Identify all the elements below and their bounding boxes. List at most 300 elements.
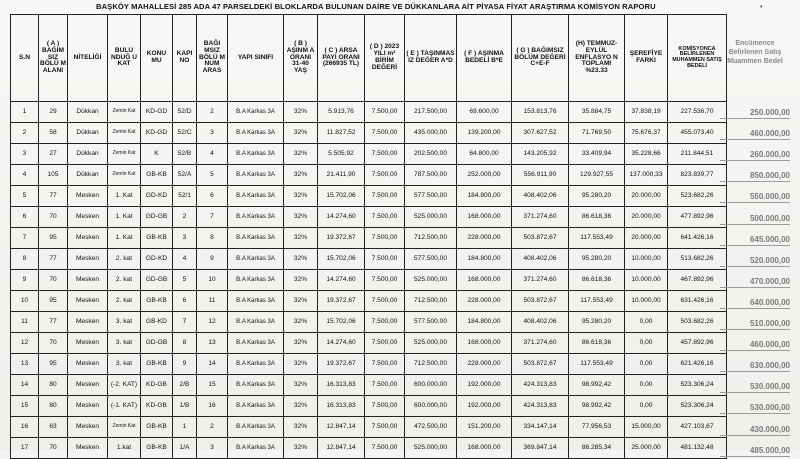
cell-enflasyon: 129.927,55 — [569, 165, 625, 186]
cell-asinma-bedeli: 184.800,00 — [457, 249, 512, 270]
cell-asinma: 32% — [284, 396, 318, 417]
cell-bb-degeri: 503.872,67 — [512, 228, 569, 249]
column-header: KONU MU — [141, 15, 173, 102]
cell-bb-degeri: 503.872,67 — [512, 354, 569, 375]
cell-alan: 29 — [39, 102, 68, 123]
cell-bbno: 12 — [197, 312, 228, 333]
cell-tasinmaz: 525.000,00 — [405, 207, 457, 228]
cell-asinma-bedeli: 168.000,00 — [457, 207, 512, 228]
table-row — [11, 249, 727, 270]
cell-konum: KD-GD — [141, 102, 173, 123]
column-header: ( C ) ARSA PAYI ORANI (266935 TL) — [318, 15, 365, 102]
cell-yapi: B.A Karkas 3A — [228, 438, 284, 459]
cell-serefiye: 75.676,37 — [625, 123, 668, 144]
cell-alan: 58 — [39, 123, 68, 144]
cell-sn: 12 — [11, 333, 39, 354]
cell-yapi: B.A Karkas 3A — [228, 312, 284, 333]
cell-sn: 8 — [11, 249, 39, 270]
cell-serefiye: 137.000,33 — [625, 165, 668, 186]
cell-birim: 7.500,00 — [365, 333, 405, 354]
cell-arsa: 16.313,83 — [318, 396, 365, 417]
cell-muhammen: 427.103,67 — [668, 417, 727, 438]
cell-nitelik: Mesken — [68, 417, 108, 438]
cell-tasinmaz: 525.000,00 — [405, 438, 457, 459]
cell-serefiye: 35.228,66 — [625, 144, 668, 165]
cell-konum: GB-KB — [141, 417, 173, 438]
cell-kat: 1. Kat — [108, 228, 141, 249]
cell-arsa: 15.702,06 — [318, 186, 365, 207]
cell-alan: 70 — [39, 438, 68, 459]
table-row — [11, 333, 727, 354]
cell-bb-degeri: 556.911,90 — [512, 165, 569, 186]
cell-asinma-bedeli: 168.000,00 — [457, 270, 512, 291]
cell-birim: 7.500,00 — [365, 354, 405, 375]
cell-asinma: 32% — [284, 228, 318, 249]
cell-sn: 10 — [11, 291, 39, 312]
table-row — [11, 186, 727, 207]
cell-enflasyon: 33.409,94 — [569, 144, 625, 165]
cell-birim: 7.500,00 — [365, 270, 405, 291]
cell-asinma: 32% — [284, 333, 318, 354]
cell-alan: 70 — [39, 333, 68, 354]
cell-serefiye: 25.000,00 — [625, 438, 668, 459]
table-row — [11, 207, 727, 228]
cell-kat: 2. kat — [108, 249, 141, 270]
corner-mark: • — [760, 4, 763, 11]
cell-bbno: 2 — [197, 102, 228, 123]
cell-birim: 7.500,00 — [365, 123, 405, 144]
cell-arsa: 19.372,67 — [318, 291, 365, 312]
cell-yapi: B.A Karkas 3A — [228, 396, 284, 417]
cell-sn: 5 — [11, 186, 39, 207]
cell-sn: 2 — [11, 123, 39, 144]
cell-asinma: 32% — [284, 249, 318, 270]
cell-alan: 95 — [39, 291, 68, 312]
cell-asinma: 32% — [284, 312, 318, 333]
cell-asinma: 32% — [284, 270, 318, 291]
cell-muhammen: 523.682,26 — [668, 186, 727, 207]
cell-enflasyon: 86.618,36 — [569, 270, 625, 291]
cell-konum: GB-KD — [141, 312, 173, 333]
cell-serefiye: 0,00 — [625, 312, 668, 333]
cell-nitelik: Mesken — [68, 438, 108, 459]
cell-yapi: B.A Karkas 3A — [228, 249, 284, 270]
cell-bbno: 2 — [197, 417, 228, 438]
council-price-value: 260.000,00 — [720, 150, 790, 161]
council-price-value: 460.000,00 — [720, 340, 790, 351]
cell-asinma-bedeli: 184.800,00 — [457, 312, 512, 333]
column-header: ( D ) 2023 YILI m² BİRİM DEĞERİ — [365, 15, 405, 102]
cell-yapi: B.A Karkas 3A — [228, 228, 284, 249]
cell-kapi: 1/A — [173, 438, 197, 459]
cell-asinma: 32% — [284, 354, 318, 375]
cell-serefiye: 10.000,00 — [625, 270, 668, 291]
cell-konum: KD-GB — [141, 396, 173, 417]
cell-bb-degeri: 424.313,83 — [512, 396, 569, 417]
cell-kat: Zemin Kat — [108, 102, 141, 123]
cell-enflasyon: 35.884,75 — [569, 102, 625, 123]
cell-konum: GB-KB — [141, 354, 173, 375]
column-header: S.N — [11, 15, 39, 102]
cell-tasinmaz: 712.500,00 — [405, 354, 457, 375]
cell-asinma-bedeli: 228.000,00 — [457, 291, 512, 312]
cell-asinma-bedeli: 228.000,00 — [457, 354, 512, 375]
cell-asinma: 32% — [284, 165, 318, 186]
cell-muhammen: 523.306,24 — [668, 396, 727, 417]
cell-sn: 17 — [11, 438, 39, 459]
cell-kat: 3. kat — [108, 333, 141, 354]
cell-birim: 7.500,00 — [365, 228, 405, 249]
cell-arsa: 14.274,60 — [318, 333, 365, 354]
table-row — [11, 417, 727, 438]
council-price-value: 550.000,00 — [720, 192, 790, 203]
cell-nitelik: Dükkan — [68, 123, 108, 144]
cell-arsa: 14.274,60 — [318, 207, 365, 228]
cell-asinma-bedeli: 69.600,00 — [457, 102, 512, 123]
cell-yapi: B.A Karkas 3A — [228, 270, 284, 291]
cell-nitelik: Mesken — [68, 375, 108, 396]
cell-bb-degeri: 307.627,52 — [512, 123, 569, 144]
cell-kapi: 6 — [173, 291, 197, 312]
cell-kapi: 1/B — [173, 396, 197, 417]
cell-birim: 7.500,00 — [365, 312, 405, 333]
cell-muhammen: 523.306,24 — [668, 375, 727, 396]
cell-sn: 4 — [11, 165, 39, 186]
cell-asinma: 32% — [284, 417, 318, 438]
cell-kapi: 52/A — [173, 165, 197, 186]
cell-muhammen: 481.132,48 — [668, 438, 727, 459]
cell-enflasyon: 98.992,42 — [569, 375, 625, 396]
council-price-value: 520.000,00 — [720, 256, 790, 267]
cell-konum: GB-KB — [141, 438, 173, 459]
table-row — [11, 102, 727, 123]
cell-asinma-bedeli: 139.200,00 — [457, 123, 512, 144]
cell-yapi: B.A Karkas 3A — [228, 144, 284, 165]
cell-konum: K — [141, 144, 173, 165]
cell-enflasyon: 86.618,36 — [569, 333, 625, 354]
cell-sn: 1 — [11, 102, 39, 123]
page-title: BAŞKÖY MAHALLESİ 285 ADA 47 PARSELDEKİ BLOKLARDA BULUNAN DAİRE VE DÜKKANLARA AİT PİYASA FİYAT ARAŞTIRMA KOMİSYON RAPORU — [96, 2, 656, 11]
table-body — [11, 102, 727, 459]
cell-alan: 80 — [39, 375, 68, 396]
cell-sn: 14 — [11, 375, 39, 396]
cell-muhammen: 227.536,70 — [668, 102, 727, 123]
table-row — [11, 270, 727, 291]
column-header: ( B ) AŞINM A ORANI 31-40 YAŞ — [284, 15, 318, 102]
cell-asinma-bedeli: 168.000,00 — [457, 438, 512, 459]
cell-arsa: 15.702,06 — [318, 249, 365, 270]
cell-nitelik: Mesken — [68, 312, 108, 333]
cell-serefiye: 0,00 — [625, 333, 668, 354]
cell-alan: 70 — [39, 207, 68, 228]
table-row — [11, 438, 727, 459]
council-price-value: 530.000,00 — [720, 382, 790, 393]
cell-enflasyon: 117.553,49 — [569, 354, 625, 375]
cell-sn: 11 — [11, 312, 39, 333]
cell-enflasyon: 71.769,50 — [569, 123, 625, 144]
column-header: ŞEREFİYE FARKI — [625, 15, 668, 102]
cell-arsa: 19.372,67 — [318, 228, 365, 249]
cell-kapi: 52/C — [173, 123, 197, 144]
cell-alan: 70 — [39, 270, 68, 291]
cell-asinma-bedeli: 168.000,00 — [457, 333, 512, 354]
cell-arsa: 5.505,92 — [318, 144, 365, 165]
cell-konum: GD-GB — [141, 207, 173, 228]
cell-birim: 7.500,00 — [365, 207, 405, 228]
cell-bbno: 11 — [197, 291, 228, 312]
cell-muhammen: 641.426,16 — [668, 228, 727, 249]
cell-asinma-bedeli: 151.200,00 — [457, 417, 512, 438]
cell-kat: 1.kat — [108, 438, 141, 459]
cell-sn: 15 — [11, 396, 39, 417]
cell-sn: 6 — [11, 207, 39, 228]
cell-sn: 3 — [11, 144, 39, 165]
cell-konum: GB-KB — [141, 165, 173, 186]
column-header: ( G ) BAĞIMSIZ BÖLÜM DEĞERİ C+E-F — [512, 15, 569, 102]
council-price-value: 530.000,00 — [720, 403, 790, 414]
cell-sn: 16 — [11, 417, 39, 438]
cell-bbno: 13 — [197, 333, 228, 354]
cell-konum: GD-KD — [141, 186, 173, 207]
cell-bb-degeri: 408.402,06 — [512, 186, 569, 207]
cell-kapi: 2 — [173, 207, 197, 228]
cell-kat: 3. kat — [108, 354, 141, 375]
cell-tasinmaz: 577.500,00 — [405, 312, 457, 333]
cell-asinma: 32% — [284, 102, 318, 123]
cell-bbno: 8 — [197, 228, 228, 249]
cell-birim: 7.500,00 — [365, 291, 405, 312]
cell-asinma: 32% — [284, 144, 318, 165]
cell-bbno: 14 — [197, 354, 228, 375]
cell-alan: 77 — [39, 186, 68, 207]
cell-asinma: 32% — [284, 123, 318, 144]
council-price-value: 485.000,00 — [720, 446, 790, 457]
council-price-value: 250.000,00 — [720, 108, 790, 119]
cell-asinma: 32% — [284, 207, 318, 228]
cell-kapi: 2/B — [173, 375, 197, 396]
cell-konum: KD-GB — [141, 375, 173, 396]
cell-sn: 9 — [11, 270, 39, 291]
cell-yapi: B.A Karkas 3A — [228, 417, 284, 438]
cell-kat: (-2. KAT) — [108, 375, 141, 396]
cell-muhammen: 513.682,26 — [668, 249, 727, 270]
cell-tasinmaz: 600.000,00 — [405, 396, 457, 417]
column-header: KOMİSYONCA BELİRLENEN MUHAMMEN SATIŞ BEDELİ — [668, 15, 727, 102]
cell-muhammen: 621.426,16 — [668, 354, 727, 375]
cell-yapi: B.A Karkas 3A — [228, 333, 284, 354]
table-row — [11, 165, 727, 186]
column-header: BULU NDUĞ U KAT — [108, 15, 141, 102]
column-header: ( E ) TAŞINMAS IZ DEĞER A*D — [405, 15, 457, 102]
cell-alan: 95 — [39, 354, 68, 375]
cell-bbno: 16 — [197, 396, 228, 417]
cell-serefiye: 0,00 — [625, 354, 668, 375]
cell-bbno: 3 — [197, 123, 228, 144]
cell-asinma: 32% — [284, 291, 318, 312]
cell-birim: 7.500,00 — [365, 144, 405, 165]
cell-kat: 3. kat — [108, 312, 141, 333]
table-row — [11, 396, 727, 417]
table-row — [11, 123, 727, 144]
column-header: BAĞI MSIZ BÖLÜ M NUM ARAS — [197, 15, 228, 102]
cell-muhammen: 823.839,77 — [668, 165, 727, 186]
cell-kapi: 52/1 — [173, 186, 197, 207]
cell-serefiye: 20.000,00 — [625, 186, 668, 207]
cell-tasinmaz: 525.000,00 — [405, 333, 457, 354]
cell-enflasyon: 95.280,20 — [569, 312, 625, 333]
cell-muhammen: 211.844,51 — [668, 144, 727, 165]
price-survey-table — [10, 14, 727, 459]
cell-serefiye: 0,00 — [625, 375, 668, 396]
cell-kapi: 52/D — [173, 102, 197, 123]
cell-bb-degeri: 408.402,06 — [512, 312, 569, 333]
cell-bbno: 4 — [197, 144, 228, 165]
cell-muhammen: 631.426,16 — [668, 291, 727, 312]
cell-serefiye: 20.000,00 — [625, 228, 668, 249]
cell-tasinmaz: 577.500,00 — [405, 249, 457, 270]
cell-tasinmaz: 787.500,00 — [405, 165, 457, 186]
cell-kat: 2. kat — [108, 291, 141, 312]
cell-asinma: 32% — [284, 186, 318, 207]
cell-bb-degeri: 371.274,60 — [512, 207, 569, 228]
cell-yapi: B.A Karkas 3A — [228, 102, 284, 123]
cell-nitelik: Mesken — [68, 249, 108, 270]
cell-alan: 105 — [39, 165, 68, 186]
header-row — [11, 15, 727, 102]
cell-serefiye: 20.000,00 — [625, 207, 668, 228]
column-header: KAPI NO — [173, 15, 197, 102]
cell-bb-degeri: 143.205,92 — [512, 144, 569, 165]
cell-kapi: 3 — [173, 228, 197, 249]
cell-sn: 13 — [11, 354, 39, 375]
cell-serefiye: 10.000,00 — [625, 249, 668, 270]
cell-bbno: 3 — [197, 438, 228, 459]
cell-serefiye: 37.838,19 — [625, 102, 668, 123]
cell-konum: GB-KB — [141, 291, 173, 312]
council-price-value: 850.000,00 — [720, 171, 790, 182]
cell-bb-degeri: 408.402,06 — [512, 249, 569, 270]
cell-enflasyon: 117.553,49 — [569, 291, 625, 312]
council-price-value: 470.000,00 — [720, 277, 790, 288]
cell-tasinmaz: 202.500,00 — [405, 144, 457, 165]
cell-konum: GD-GB — [141, 270, 173, 291]
table-row — [11, 144, 727, 165]
cell-birim: 7.500,00 — [365, 186, 405, 207]
cell-asinma-bedeli: 64.800,00 — [457, 144, 512, 165]
cell-yapi: B.A Karkas 3A — [228, 207, 284, 228]
cell-enflasyon: 95.280,20 — [569, 249, 625, 270]
cell-serefiye: 15.000,00 — [625, 417, 668, 438]
cell-nitelik: Mesken — [68, 333, 108, 354]
cell-bbno: 6 — [197, 186, 228, 207]
cell-bb-degeri: 369.847,14 — [512, 438, 569, 459]
cell-nitelik: Mesken — [68, 186, 108, 207]
cell-tasinmaz: 600.000,00 — [405, 375, 457, 396]
cell-arsa: 15.702,06 — [318, 312, 365, 333]
cell-enflasyon: 86.285,34 — [569, 438, 625, 459]
cell-yapi: B.A Karkas 3A — [228, 186, 284, 207]
cell-kat: Zemin Kat — [108, 123, 141, 144]
cell-asinma-bedeli: 184.800,00 — [457, 186, 512, 207]
cell-birim: 7.500,00 — [365, 249, 405, 270]
cell-tasinmaz: 435.000,00 — [405, 123, 457, 144]
cell-asinma-bedeli: 252.000,00 — [457, 165, 512, 186]
cell-bb-degeri: 424.313,83 — [512, 375, 569, 396]
cell-alan: 27 — [39, 144, 68, 165]
cell-arsa: 12.847,14 — [318, 438, 365, 459]
cell-tasinmaz: 472.500,00 — [405, 417, 457, 438]
cell-bbno: 9 — [197, 249, 228, 270]
cell-tasinmaz: 217.500,00 — [405, 102, 457, 123]
cell-kapi: 9 — [173, 354, 197, 375]
cell-bb-degeri: 334.147,14 — [512, 417, 569, 438]
cell-arsa: 19.372,67 — [318, 354, 365, 375]
cell-yapi: B.A Karkas 3A — [228, 354, 284, 375]
cell-sn: 7 — [11, 228, 39, 249]
cell-asinma-bedeli: 192.000,00 — [457, 375, 512, 396]
table-row — [11, 354, 727, 375]
cell-enflasyon: 98.992,42 — [569, 396, 625, 417]
cell-kapi: 8 — [173, 333, 197, 354]
cell-yapi: B.A Karkas 3A — [228, 123, 284, 144]
cell-nitelik: Dükkan — [68, 144, 108, 165]
cell-alan: 95 — [39, 228, 68, 249]
cell-serefiye: 10.000,00 — [625, 291, 668, 312]
cell-tasinmaz: 577.500,00 — [405, 186, 457, 207]
cell-nitelik: Mesken — [68, 354, 108, 375]
council-price-header: Encümence Belirlenen Satış Muammen Bedel — [727, 40, 783, 65]
cell-arsa: 16.313,83 — [318, 375, 365, 396]
column-header: YAPI SINIFI — [228, 15, 284, 102]
cell-arsa: 21.411,90 — [318, 165, 365, 186]
cell-bb-degeri: 371.274,60 — [512, 270, 569, 291]
table-row — [11, 228, 727, 249]
cell-alan: 80 — [39, 396, 68, 417]
cell-arsa: 11.827,52 — [318, 123, 365, 144]
cell-alan: 77 — [39, 249, 68, 270]
cell-enflasyon: 86.618,36 — [569, 207, 625, 228]
cell-muhammen: 467.892,96 — [668, 270, 727, 291]
cell-konum: GD-GB — [141, 333, 173, 354]
cell-arsa: 5.913,76 — [318, 102, 365, 123]
cell-kapi: 52/B — [173, 144, 197, 165]
cell-nitelik: Mesken — [68, 207, 108, 228]
cell-birim: 7.500,00 — [365, 417, 405, 438]
cell-konum: KD-GD — [141, 123, 173, 144]
cell-kat: (-1. KAT) — [108, 396, 141, 417]
cell-konum: GB-KB — [141, 228, 173, 249]
cell-alan: 77 — [39, 312, 68, 333]
column-header: ( F ) AŞINMA BEDELİ B*E — [457, 15, 512, 102]
cell-bb-degeri: 503.872,67 — [512, 291, 569, 312]
cell-kat: 2. kat — [108, 270, 141, 291]
cell-alan: 63 — [39, 417, 68, 438]
cell-bb-degeri: 371.274,60 — [512, 333, 569, 354]
cell-kapi: 4 — [173, 249, 197, 270]
cell-muhammen: 457.892,96 — [668, 333, 727, 354]
council-price-column — [720, 14, 790, 455]
cell-birim: 7.500,00 — [365, 102, 405, 123]
cell-kapi: 5 — [173, 270, 197, 291]
cell-kat: Zemin Kat — [108, 417, 141, 438]
cell-muhammen: 477.892,96 — [668, 207, 727, 228]
cell-enflasyon: 95.280,20 — [569, 186, 625, 207]
cell-bbno: 10 — [197, 270, 228, 291]
council-price-value: 430.000,00 — [720, 425, 790, 436]
cell-asinma-bedeli: 228.000,00 — [457, 228, 512, 249]
cell-kat: Zemin Kat — [108, 144, 141, 165]
cell-bb-degeri: 153.813,76 — [512, 102, 569, 123]
